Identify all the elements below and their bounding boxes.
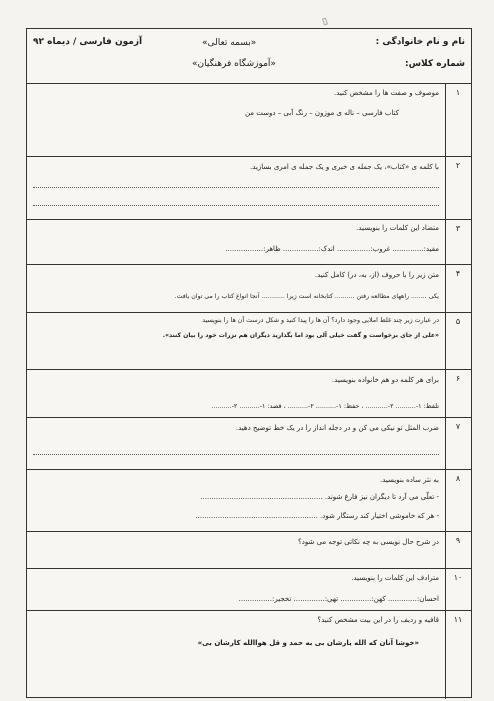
answer-line[interactable]: [33, 187, 439, 188]
class-label: شماره کلاس:: [405, 59, 465, 69]
question-row-1: [27, 84, 471, 157]
question-text: موصوف و صفت ها را مشخص کنید.: [334, 89, 439, 97]
question-items: احسان:............. کهن:.............. تهی:.............. تخجیر:...............: [238, 595, 439, 603]
question-items: - هر که خاموشی اختیار کند رستگار شود. .......................................................: [195, 512, 439, 520]
poem-verse: «خوشا آنان که الله یارشان بی به حمد و قل هواالله کارشان بی»: [197, 639, 419, 647]
answer-line[interactable]: [33, 454, 439, 455]
bismillah: «بسمه تعالی»: [202, 38, 257, 48]
question-number: ۷: [455, 422, 461, 431]
scan-mark: [322, 18, 328, 26]
question-row-8: [27, 470, 471, 532]
question-row-9: [27, 532, 471, 569]
question-items: یکی ........ راههای مطالعه رفتن .......... کتابخانه است زیرا ............ آنجا انواع کتاب را می توان یافت.: [174, 293, 439, 300]
question-items: - تعلّی می آرد تا دیگران نیز فارغ شوند. .......................................................: [200, 493, 439, 501]
question-row-3: [27, 220, 471, 265]
question-text: به نثر ساده بنویسید.: [380, 476, 439, 484]
exam-title: آزمون فارسی / دیماه ۹۲: [33, 37, 143, 47]
question-text: قافیه و ردیف را در این بیت مشخص کنید؟: [317, 616, 439, 624]
question-number: ۴: [455, 269, 461, 278]
question-row-4: [27, 265, 471, 313]
question-number: ۶: [455, 374, 461, 383]
question-row-10: [27, 569, 471, 611]
question-number: ۳: [455, 224, 461, 233]
question-number: ۵: [455, 317, 461, 326]
question-number: ۸: [455, 474, 461, 483]
question-row-5: [27, 313, 471, 370]
question-text: متضاد این کلمات را بنویسید.: [356, 224, 439, 232]
question-items: «علی از جای برخواست و گفت خیلی آلی بود اما بگذارید دیگران هم نزرات خود را بیان کنند».: [162, 332, 439, 339]
school-name: «آموزشگاه فرهنگیان»: [192, 59, 276, 69]
answer-line[interactable]: [33, 205, 439, 206]
question-row-7: [27, 418, 471, 470]
question-row-6: [27, 370, 471, 418]
question-number: ۲: [455, 161, 461, 170]
question-items: مفید:.............. غروب:............... اندک:................ ظاهر:.................: [225, 245, 439, 253]
exam-sheet: [26, 28, 472, 698]
question-text: ضرب المثل تو نیکی می کن و در دجله انداز را در یک خط توضیح دهید.: [235, 424, 439, 432]
question-text: متن زیر را با حروف (از، به، در) کامل کنید.: [314, 271, 439, 279]
question-number: ۱: [455, 88, 461, 97]
question-text: در شرح حال نویسی به چه نکاتی توجه می شود؟: [298, 538, 439, 546]
exam-header: [27, 29, 471, 84]
question-text: برای هر کلمه دو هم خانواده بنویسید.: [331, 376, 439, 384]
question-number: ۹: [455, 536, 461, 545]
question-number: ۱۰: [453, 573, 463, 582]
question-text: در عبارت زیر چند غلط املایی وجود دارد؟ آن ها را پیدا کنید و شکل درست آن ها را بنویسید: [202, 317, 439, 324]
question-text: مترادف این کلمات را بنویسید.: [351, 574, 439, 582]
name-label: نام و نام خانوادگی :: [375, 37, 465, 47]
question-row-11: [27, 611, 471, 699]
question-items: کتاب فارسی – ناله ی موزون – رنگ آبی – دوست من: [244, 109, 399, 117]
question-number: ۱۱: [453, 615, 463, 624]
question-text: با کلمه ی «کتاب»، یک جمله ی خبری و یک جمله ی امری بسازید.: [250, 163, 439, 171]
question-row-2: [27, 157, 471, 220]
question-items: تلفظ: ۱-.......... ۲-........... ، حفظ: ۱-.......... ۲-.......... ، قصد: ۱-.......... ۲-..........: [211, 402, 439, 410]
